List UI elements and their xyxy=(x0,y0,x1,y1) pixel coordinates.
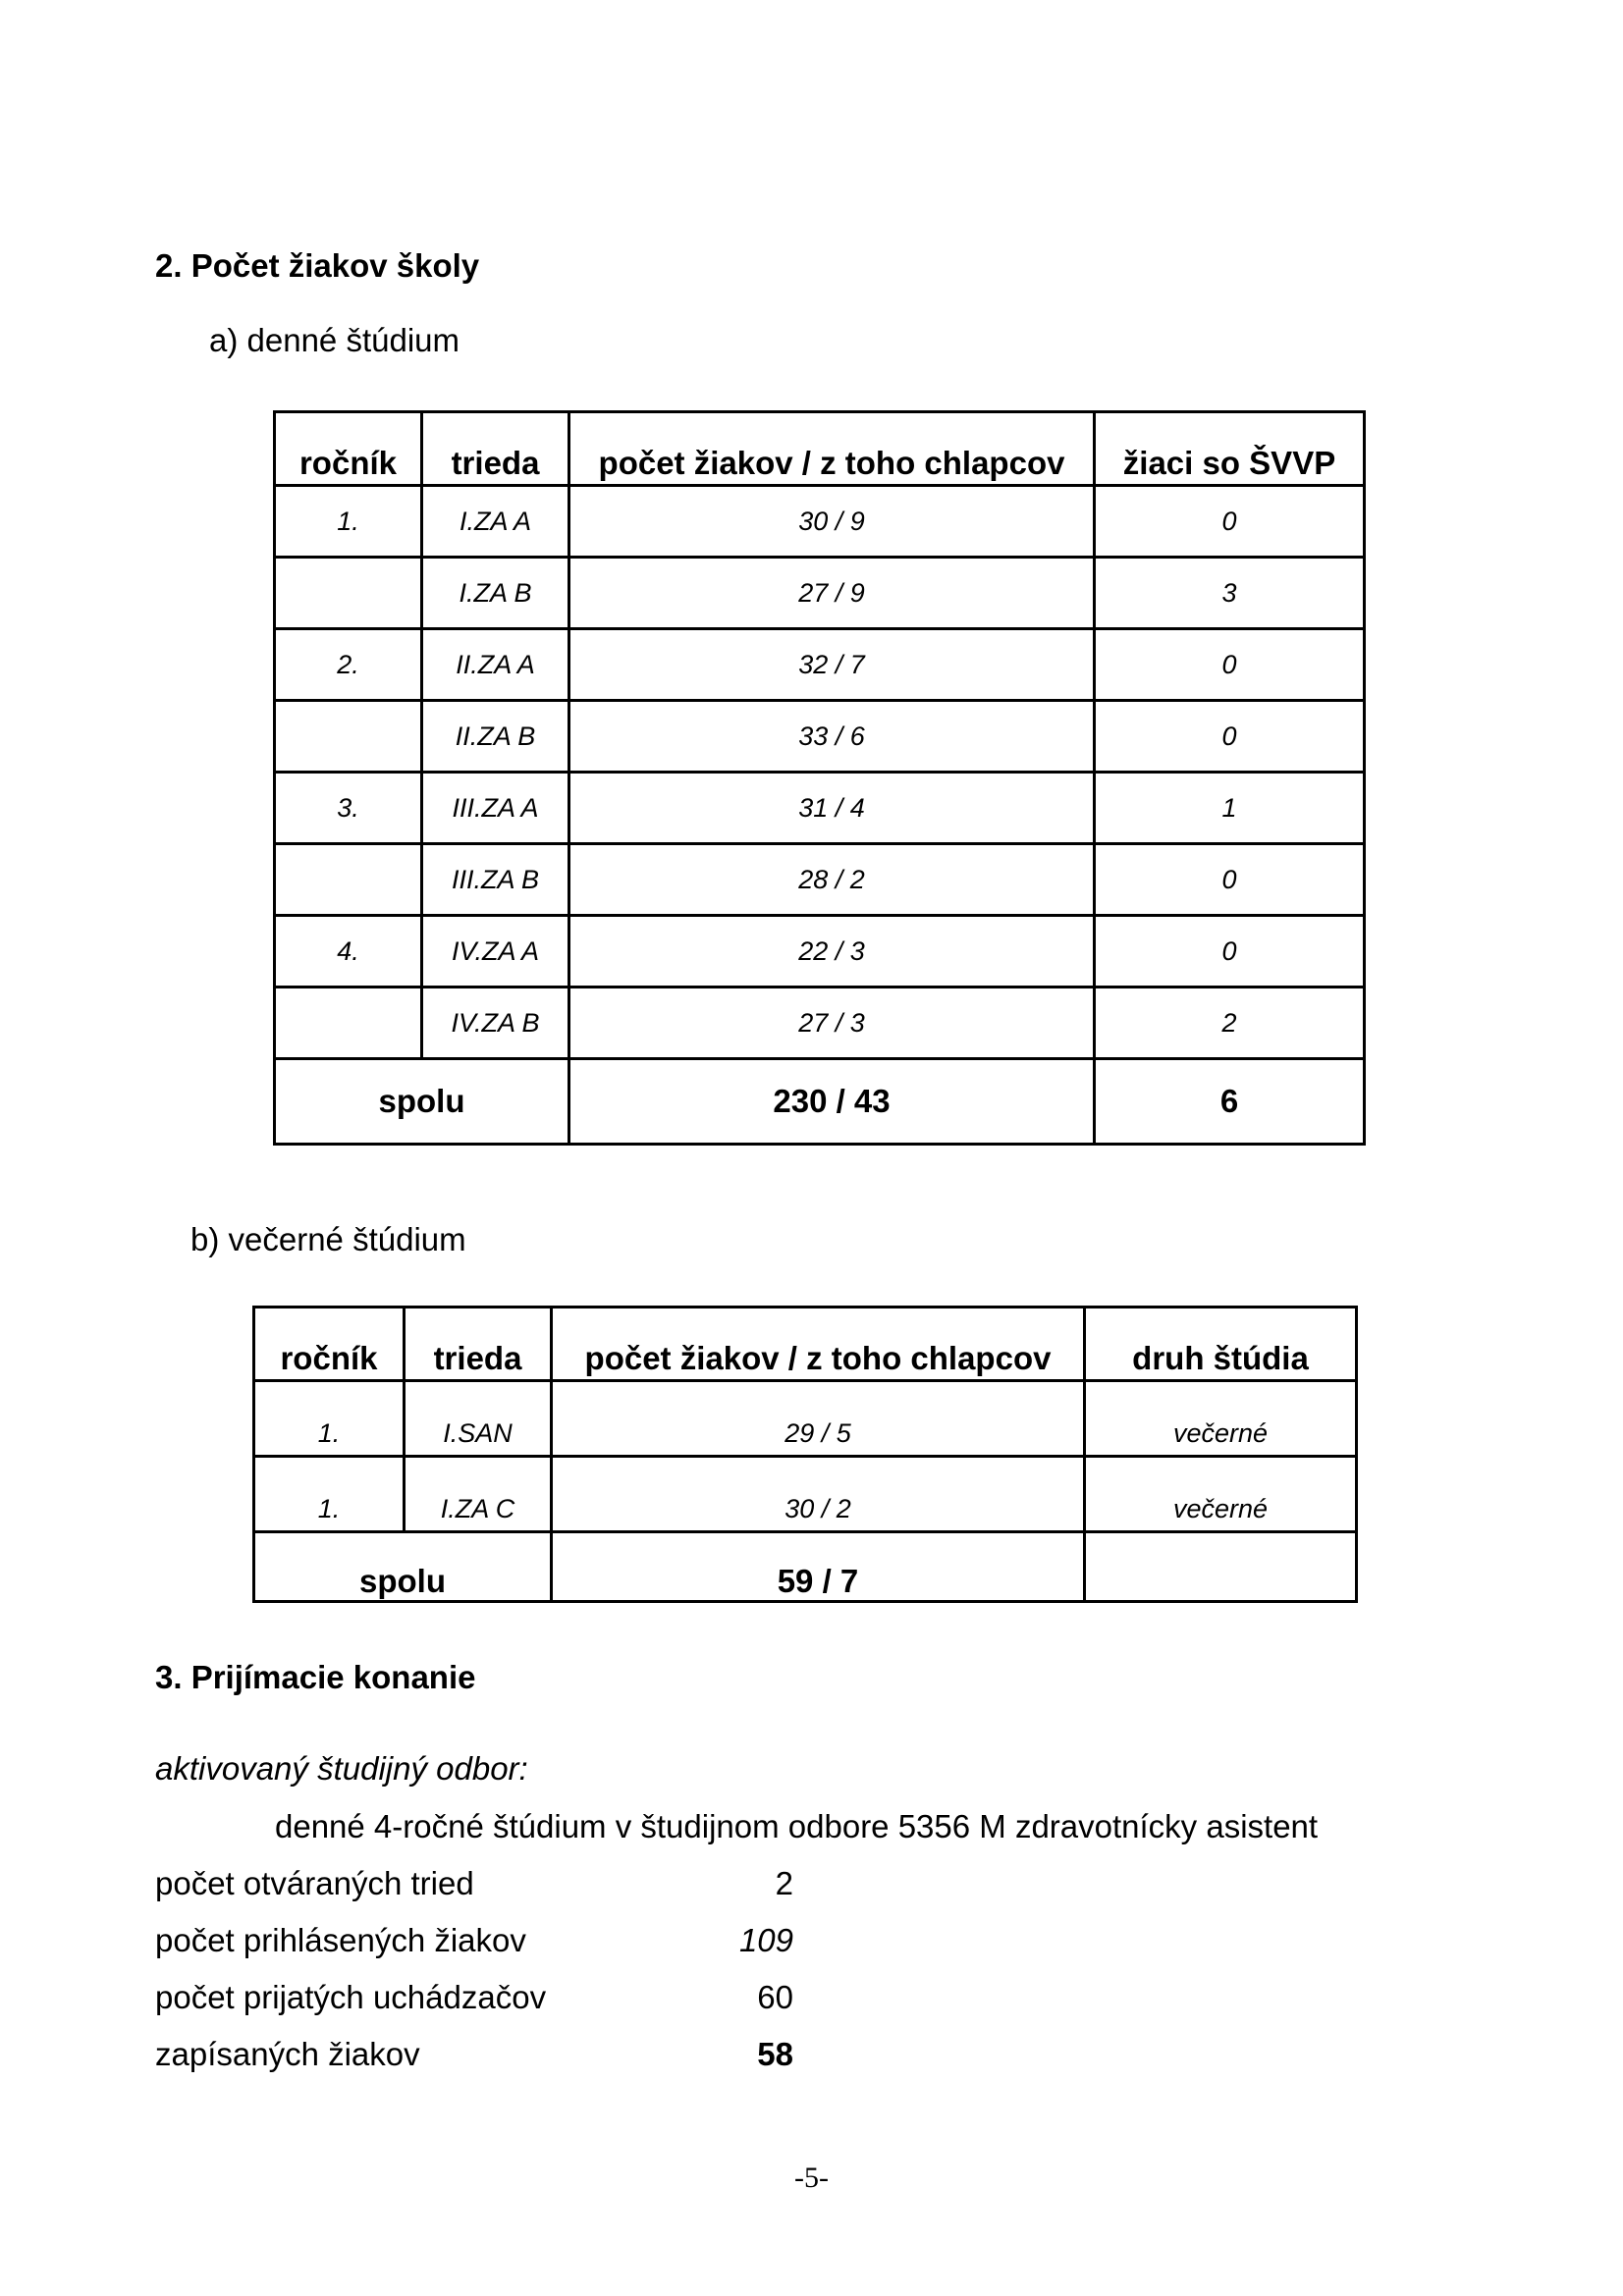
total-count: 59 / 7 xyxy=(552,1532,1085,1602)
subsection-a-title: a) denné štúdium xyxy=(209,322,460,358)
total-label: spolu xyxy=(254,1532,552,1602)
cell-rocnik xyxy=(275,701,422,773)
cell-druh: večerné xyxy=(1085,1381,1357,1457)
table-row xyxy=(275,701,1365,773)
stat-row xyxy=(155,1865,803,1902)
cell-rocnik: 2. xyxy=(275,629,422,701)
total-svvp: 6 xyxy=(1095,1059,1365,1145)
cell-pocet: 29 / 5 xyxy=(552,1381,1085,1457)
cell-trieda: III.ZA A xyxy=(422,773,569,844)
table-header-row xyxy=(275,412,1365,486)
total-type xyxy=(1085,1532,1357,1602)
table-row xyxy=(275,988,1365,1059)
stat-value: 2 xyxy=(775,1865,793,1901)
cell-svvp: 2 xyxy=(1095,988,1365,1059)
header-svvp: žiaci so ŠVVP xyxy=(1095,412,1365,486)
table-row xyxy=(275,486,1365,558)
table-row xyxy=(275,773,1365,844)
page-number: -5- xyxy=(794,2162,829,2194)
cell-rocnik: 3. xyxy=(275,773,422,844)
cell-rocnik xyxy=(275,558,422,629)
study-program: denné 4-ročné štúdium v študijnom odbore 5356 M zdravotnícky asistent xyxy=(275,1808,1319,1844)
cell-druh: večerné xyxy=(1085,1457,1357,1532)
stat-label: počet prihlásených žiakov xyxy=(155,1922,526,1958)
cell-trieda: I.SAN xyxy=(405,1381,552,1457)
cell-svvp: 0 xyxy=(1095,701,1365,773)
table-row xyxy=(275,916,1365,988)
cell-pocet: 30 / 9 xyxy=(569,486,1095,558)
cell-rocnik: 1. xyxy=(254,1457,405,1532)
stat-row xyxy=(155,1979,803,2016)
cell-trieda: I.ZA B xyxy=(422,558,569,629)
cell-trieda: III.ZA B xyxy=(422,844,569,916)
stat-label: zapísaných žiakov xyxy=(155,2036,420,2072)
section-2-heading: 2. Počet žiakov školy xyxy=(155,247,480,284)
cell-trieda: II.ZA A xyxy=(422,629,569,701)
cell-trieda: II.ZA B xyxy=(422,701,569,773)
table-total-row xyxy=(275,1059,1365,1145)
cell-trieda: I.ZA A xyxy=(422,486,569,558)
cell-svvp: 0 xyxy=(1095,486,1365,558)
stat-row xyxy=(155,2036,803,2073)
table-total-row xyxy=(254,1532,1357,1602)
cell-rocnik: 1. xyxy=(275,486,422,558)
header-pocet: počet žiakov / z toho chlapcov xyxy=(552,1308,1085,1381)
cell-rocnik: 1. xyxy=(254,1381,405,1457)
cell-pocet: 30 / 2 xyxy=(552,1457,1085,1532)
header-rocnik: ročník xyxy=(254,1308,405,1381)
table-row xyxy=(275,629,1365,701)
header-druh: druh štúdia xyxy=(1085,1308,1357,1381)
stat-value: 58 xyxy=(757,2036,793,2072)
table-row xyxy=(254,1381,1357,1457)
total-count: 230 / 43 xyxy=(569,1059,1095,1145)
header-trieda: trieda xyxy=(422,412,569,486)
cell-svvp: 1 xyxy=(1095,773,1365,844)
stat-value: 109 xyxy=(738,1922,793,1958)
cell-pocet: 27 / 9 xyxy=(569,558,1095,629)
cell-trieda: I.ZA C xyxy=(405,1457,552,1532)
stat-label: počet otváraných tried xyxy=(155,1865,474,1901)
activated-field-label: aktivovaný študijný odbor: xyxy=(155,1750,528,1787)
cell-trieda: IV.ZA A xyxy=(422,916,569,988)
header-pocet: počet žiakov / z toho chlapcov xyxy=(569,412,1095,486)
cell-pocet: 28 / 2 xyxy=(569,844,1095,916)
stat-label: počet prijatých uchádzačov xyxy=(155,1979,547,2015)
cell-svvp: 0 xyxy=(1095,629,1365,701)
cell-pocet: 33 / 6 xyxy=(569,701,1095,773)
cell-pocet: 31 / 4 xyxy=(569,773,1095,844)
header-trieda: trieda xyxy=(405,1308,552,1381)
table-header-row xyxy=(254,1308,1357,1381)
cell-svvp: 0 xyxy=(1095,916,1365,988)
evening-study-table xyxy=(252,1306,1358,1603)
section-3-heading: 3. Prijímacie konanie xyxy=(155,1659,476,1695)
subsection-b-title: b) večerné štúdium xyxy=(190,1221,466,1257)
cell-rocnik xyxy=(275,988,422,1059)
cell-pocet: 27 / 3 xyxy=(569,988,1095,1059)
cell-svvp: 3 xyxy=(1095,558,1365,629)
cell-trieda: IV.ZA B xyxy=(422,988,569,1059)
table-row xyxy=(254,1457,1357,1532)
day-study-table xyxy=(273,410,1366,1146)
cell-rocnik: 4. xyxy=(275,916,422,988)
table-row xyxy=(275,558,1365,629)
cell-pocet: 22 / 3 xyxy=(569,916,1095,988)
cell-rocnik xyxy=(275,844,422,916)
header-rocnik: ročník xyxy=(275,412,422,486)
total-label: spolu xyxy=(275,1059,569,1145)
cell-svvp: 0 xyxy=(1095,844,1365,916)
stat-value: 60 xyxy=(757,1979,793,2015)
stat-row xyxy=(155,1922,803,1959)
table-row xyxy=(275,844,1365,916)
cell-pocet: 32 / 7 xyxy=(569,629,1095,701)
